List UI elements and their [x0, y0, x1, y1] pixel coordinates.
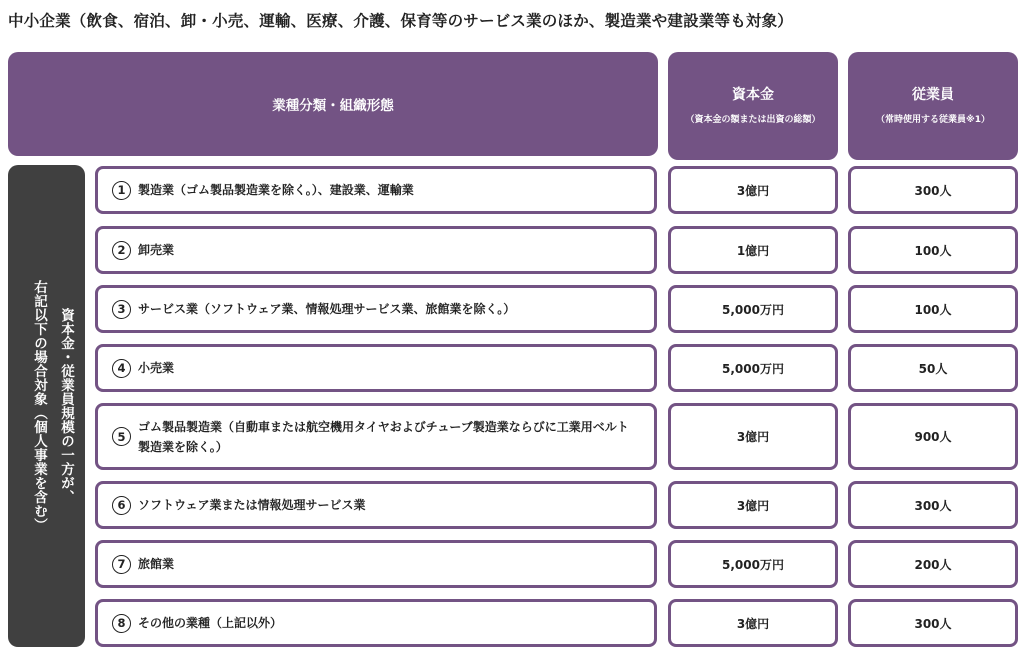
row-category-text: その他の業種（上記以外）	[138, 616, 283, 630]
row-capital: 1億円	[668, 226, 838, 274]
header-capital-title: 資本金	[732, 87, 774, 103]
row-category	[95, 344, 657, 392]
row-category	[95, 285, 657, 333]
row-employees: 300人	[848, 481, 1018, 529]
row-capital: 5,000万円	[668, 540, 838, 588]
row-category-text: ゴム製品製造業（自動車または航空機用タイヤおよびチューブ製造業ならびに工業用ベルト製造業を除く。）	[138, 419, 629, 454]
row-capital: 3億円	[668, 599, 838, 647]
row-employees: 300人	[848, 599, 1018, 647]
row-employees: 200人	[848, 540, 1018, 588]
row-capital: 3億円	[668, 403, 838, 470]
row-category-text: 製造業（ゴム製品製造業を除く。）、建設業、運輸業	[138, 183, 414, 197]
row-employees: 100人	[848, 226, 1018, 274]
row-number: 7	[112, 555, 131, 574]
row-capital: 3億円	[668, 481, 838, 529]
row-category-text: 小売業	[138, 361, 175, 375]
header-capital	[668, 52, 838, 160]
row-capital: 3億円	[668, 166, 838, 214]
header-employees	[848, 52, 1018, 160]
row-category-text: 旅館業	[138, 557, 175, 571]
row-category	[95, 481, 657, 529]
row-category-text: サービス業（ソフトウェア業、情報処理サービス業、旅館業を除く。）	[138, 302, 516, 316]
header-employees-sub: （常時使用する従業員※1）	[875, 115, 990, 125]
row-number: 6	[112, 496, 131, 515]
header-category	[8, 52, 658, 156]
row-category	[95, 403, 657, 470]
row-category-text: ソフトウェア業または情報処理サービス業	[138, 498, 366, 512]
row-category	[95, 166, 657, 214]
row-category	[95, 226, 657, 274]
row-number: 1	[112, 181, 131, 200]
row-employees: 900人	[848, 403, 1018, 470]
side-label	[8, 165, 85, 647]
header-employees-title: 従業員	[912, 87, 954, 103]
header-capital-sub: （資本金の額または出資の総額）	[685, 115, 821, 125]
row-employees: 100人	[848, 285, 1018, 333]
header-category-label: 業種分類・組織形態	[272, 98, 394, 114]
row-capital: 5,000万円	[668, 285, 838, 333]
row-number: 8	[112, 614, 131, 633]
row-capital: 5,000万円	[668, 344, 838, 392]
row-employees: 300人	[848, 166, 1018, 214]
row-number: 2	[112, 241, 131, 260]
row-number: 4	[112, 359, 131, 378]
row-number: 3	[112, 300, 131, 319]
row-category	[95, 540, 657, 588]
row-category	[95, 599, 657, 647]
row-number: 5	[112, 427, 131, 446]
side-label-line2: 右記以下の場合対象（個人事業を含む）	[31, 280, 47, 532]
side-label-line1: 資本金・従業員規模の一方が、	[58, 308, 74, 504]
row-category-text: 卸売業	[138, 243, 175, 257]
row-employees: 50人	[848, 344, 1018, 392]
page-title: 中小企業（飲食、宿泊、卸・小売、運輸、医療、介護、保育等のサービス業のほか、製造業や建設業等も対象）	[8, 12, 794, 30]
